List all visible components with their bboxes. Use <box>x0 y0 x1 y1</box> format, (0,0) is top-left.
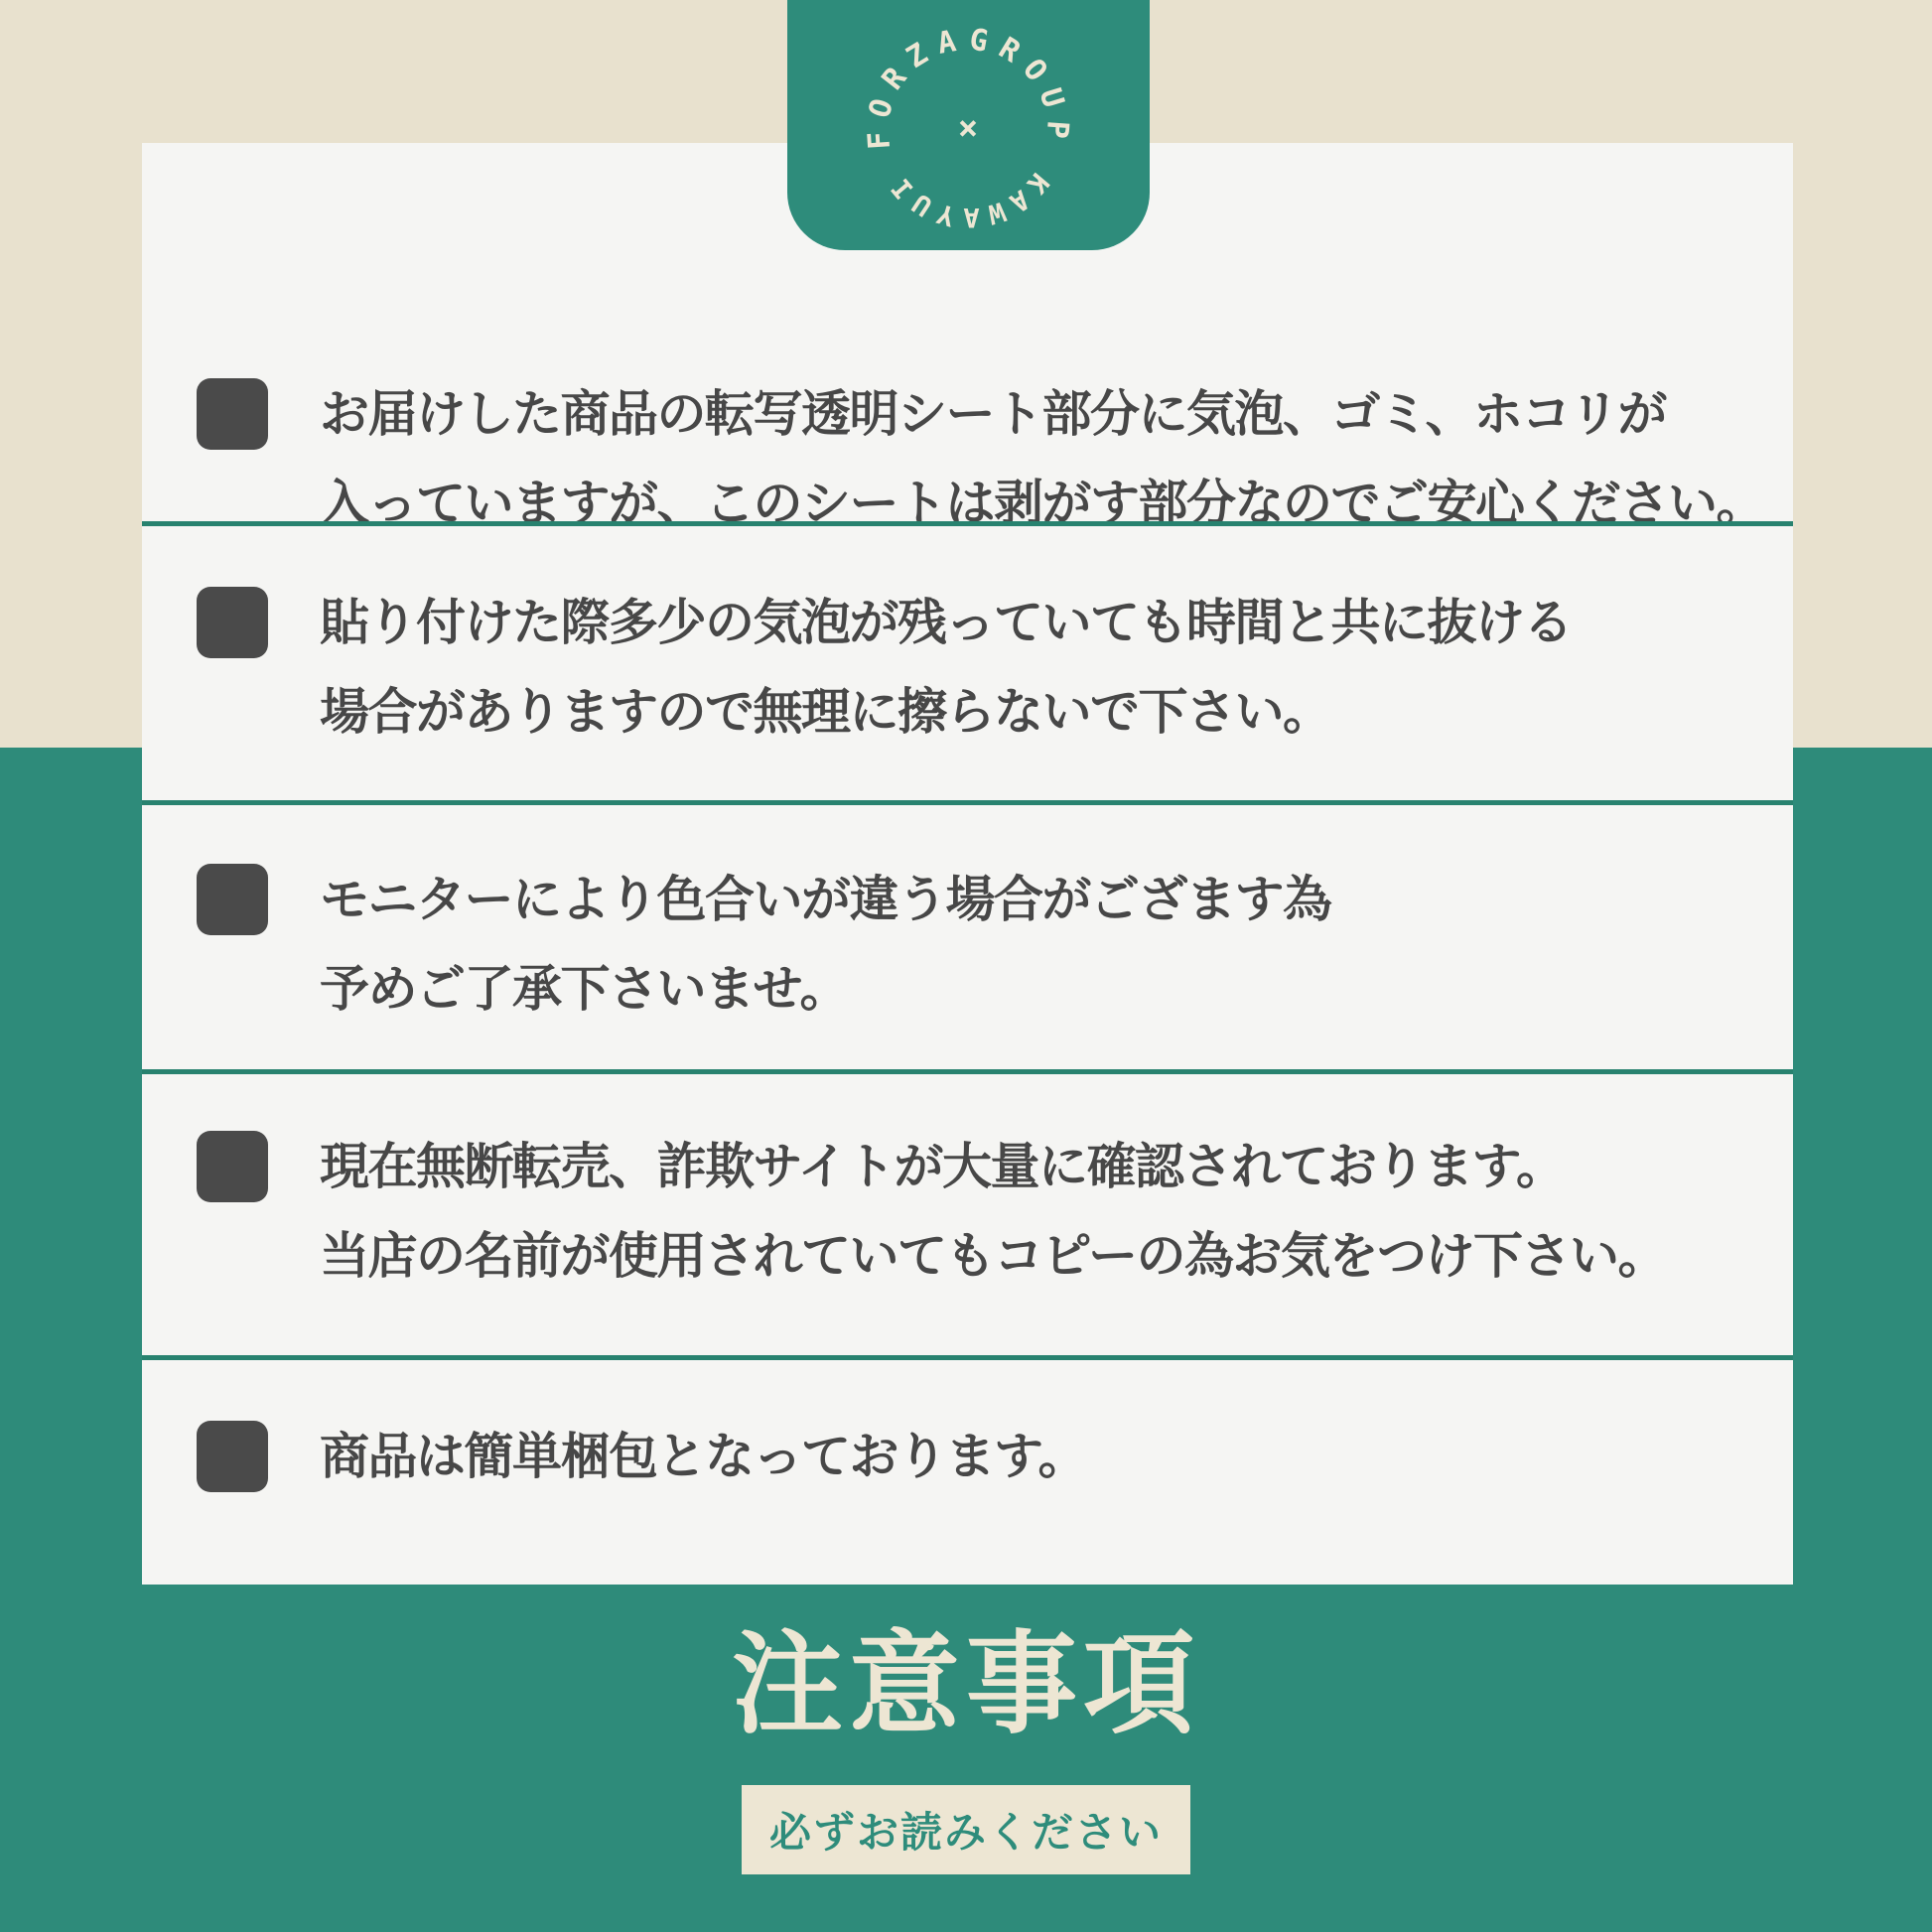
bullet-square-icon <box>197 1421 268 1492</box>
notice-text <box>320 855 1331 1069</box>
bullet-square-icon <box>197 378 268 450</box>
notice-text <box>320 578 1572 800</box>
notice-text <box>320 369 1764 532</box>
brand-badge <box>787 0 1150 250</box>
notice-text <box>320 1412 1086 1585</box>
notice-line: 場合がありますので無理に擦らないで下さい。 <box>320 683 1331 741</box>
logo-arc-top-text: FORZAGROUP <box>861 22 1075 151</box>
notice-line: 現在無断転売、詐欺サイトが大量に確認されております。 <box>320 1138 1565 1195</box>
notice-line: モニターにより色合いが違う場合がござます為 <box>320 871 1331 928</box>
bullet-square-icon <box>197 864 268 935</box>
notice-line: 商品は簡単梱包となっております。 <box>320 1428 1086 1485</box>
logo-arc-bottom-text: KAWAYUI <box>881 166 1055 233</box>
must-read-badge <box>742 1785 1190 1874</box>
bullet-square-icon <box>197 1131 268 1202</box>
page-title: 注意事項 <box>732 1620 1200 1749</box>
notice-card <box>142 143 1793 1585</box>
bullet-square-icon <box>197 587 268 658</box>
notice-item <box>142 1069 1793 1355</box>
circular-logo-icon <box>787 0 1150 250</box>
notice-item <box>142 1355 1793 1585</box>
logo-cross-separator: × <box>957 108 979 148</box>
must-read-label: 必ずお読みください <box>768 1808 1163 1857</box>
notice-line: 入っていますが、このシートは剥がす部分なのでご安心ください。 <box>320 475 1764 532</box>
notice-item <box>142 521 1793 800</box>
notice-item <box>142 800 1793 1069</box>
notice-line: お届けした商品の転写透明シート部分に気泡、ゴミ、ホコリが <box>320 385 1666 443</box>
notice-text <box>320 1122 1666 1355</box>
notice-line: 当店の名前が使用されていてもコピーの為お気をつけ下さい。 <box>320 1227 1666 1285</box>
notice-line: 貼り付けた際多少の気泡が残っていても時間と共に抜ける <box>320 594 1572 651</box>
notice-line: 予めご了承下さいませ。 <box>320 960 848 1018</box>
